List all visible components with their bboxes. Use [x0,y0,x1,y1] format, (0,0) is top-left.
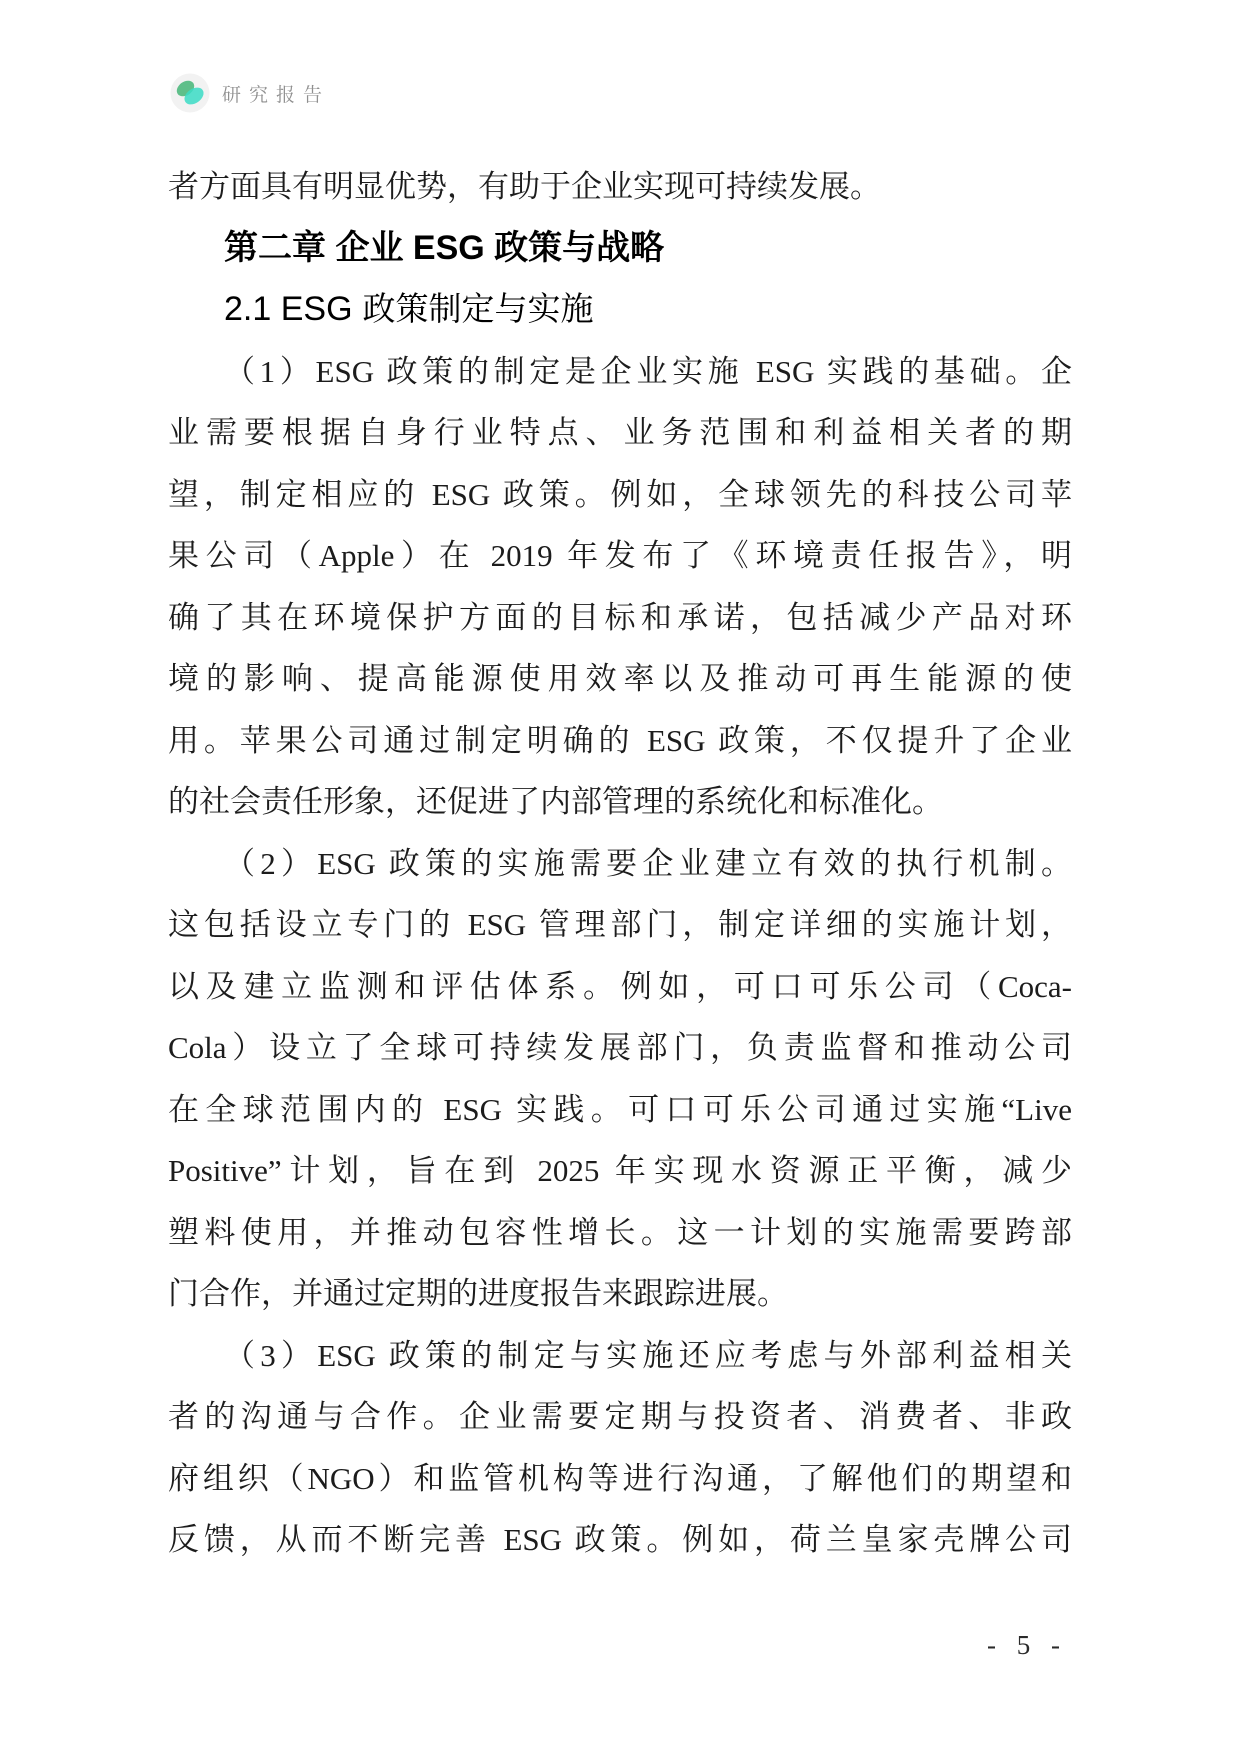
paragraph-1 [168,341,1072,833]
intro-paragraph [168,156,1072,218]
section-heading-title: 政策制定与实施 [362,292,594,328]
logo-text: 研究报告 [222,84,331,106]
text-line: 业需要根据自身行业特点、业务范围和利益相关者的期 [168,415,1072,450]
text-line: Positive”计划，旨在到 2025 年实现水资源正平衡，减少 [168,1153,1072,1188]
report-header [170,72,330,114]
page-number: - 5 - [987,1630,1067,1660]
paragraph-2 [168,833,1072,1325]
text-line: 的社会责任形象，还促进了内部管理的系统化和标准化。 [168,784,943,819]
text-line: 果公司（Apple）在 2019 年发布了《环境责任报告》，明 [168,538,1072,573]
section-heading [224,279,1072,341]
text-line: 门合作，并通过定期的进度报告来跟踪进展。 [168,1276,788,1311]
text-line: 反馈，从而不断完善 ESG 政策。例如，荷兰皇家壳牌公司 [168,1522,1072,1557]
report-logo-icon [170,73,210,113]
paragraph-3 [168,1325,1072,1571]
text-line: （1）ESG 政策的制定是企业实施 ESG 实践的基础。企 [224,353,1072,389]
text-line: 者的沟通与合作。企业需要定期与投资者、消费者、非政 [168,1399,1072,1434]
text-line: 用。苹果公司通过制定明确的 ESG 政策，不仅提升了企业 [168,722,1072,758]
text-line: （2）ESG 政策的实施需要企业建立有效的执行机制。 [224,845,1072,881]
document-body [168,156,1072,1571]
text-line: 府组织（NGO）和监管机构等进行沟通，了解他们的期望和 [168,1460,1072,1496]
text-line: 境的影响、提高能源使用效率以及推动可再生能源的使 [168,661,1072,696]
text-line: 在全球范围内的 ESG 实践。可口可乐公司通过实施“Live [168,1091,1072,1127]
section-heading-number: 2.1 ESG [224,290,353,328]
text-line: 望，制定相应的 ESG 政策。例如，全球领先的科技公司苹 [168,476,1072,512]
text-line: 确了其在环境保护方面的目标和承诺，包括减少产品对环 [168,599,1072,635]
chapter-heading: 第二章 企业 ESG 政策与战略 [224,228,665,267]
text-line: 以及建立监测和评估体系。例如，可口可乐公司（Coca- [168,968,1072,1004]
text-line: Cola）设立了全球可持续发展部门，负责监督和推动公司 [168,1030,1072,1065]
text-line: 者方面具有明显优势，有助于企业实现可持续发展。 [168,169,881,204]
text-line: 这包括设立专门的 ESG 管理部门，制定详细的实施计划， [168,907,1072,942]
text-line: 塑料使用，并推动包容性增长。这一计划的实施需要跨部 [168,1214,1072,1250]
text-line: （3）ESG 政策的制定与实施还应考虑与外部利益相关 [224,1337,1072,1373]
